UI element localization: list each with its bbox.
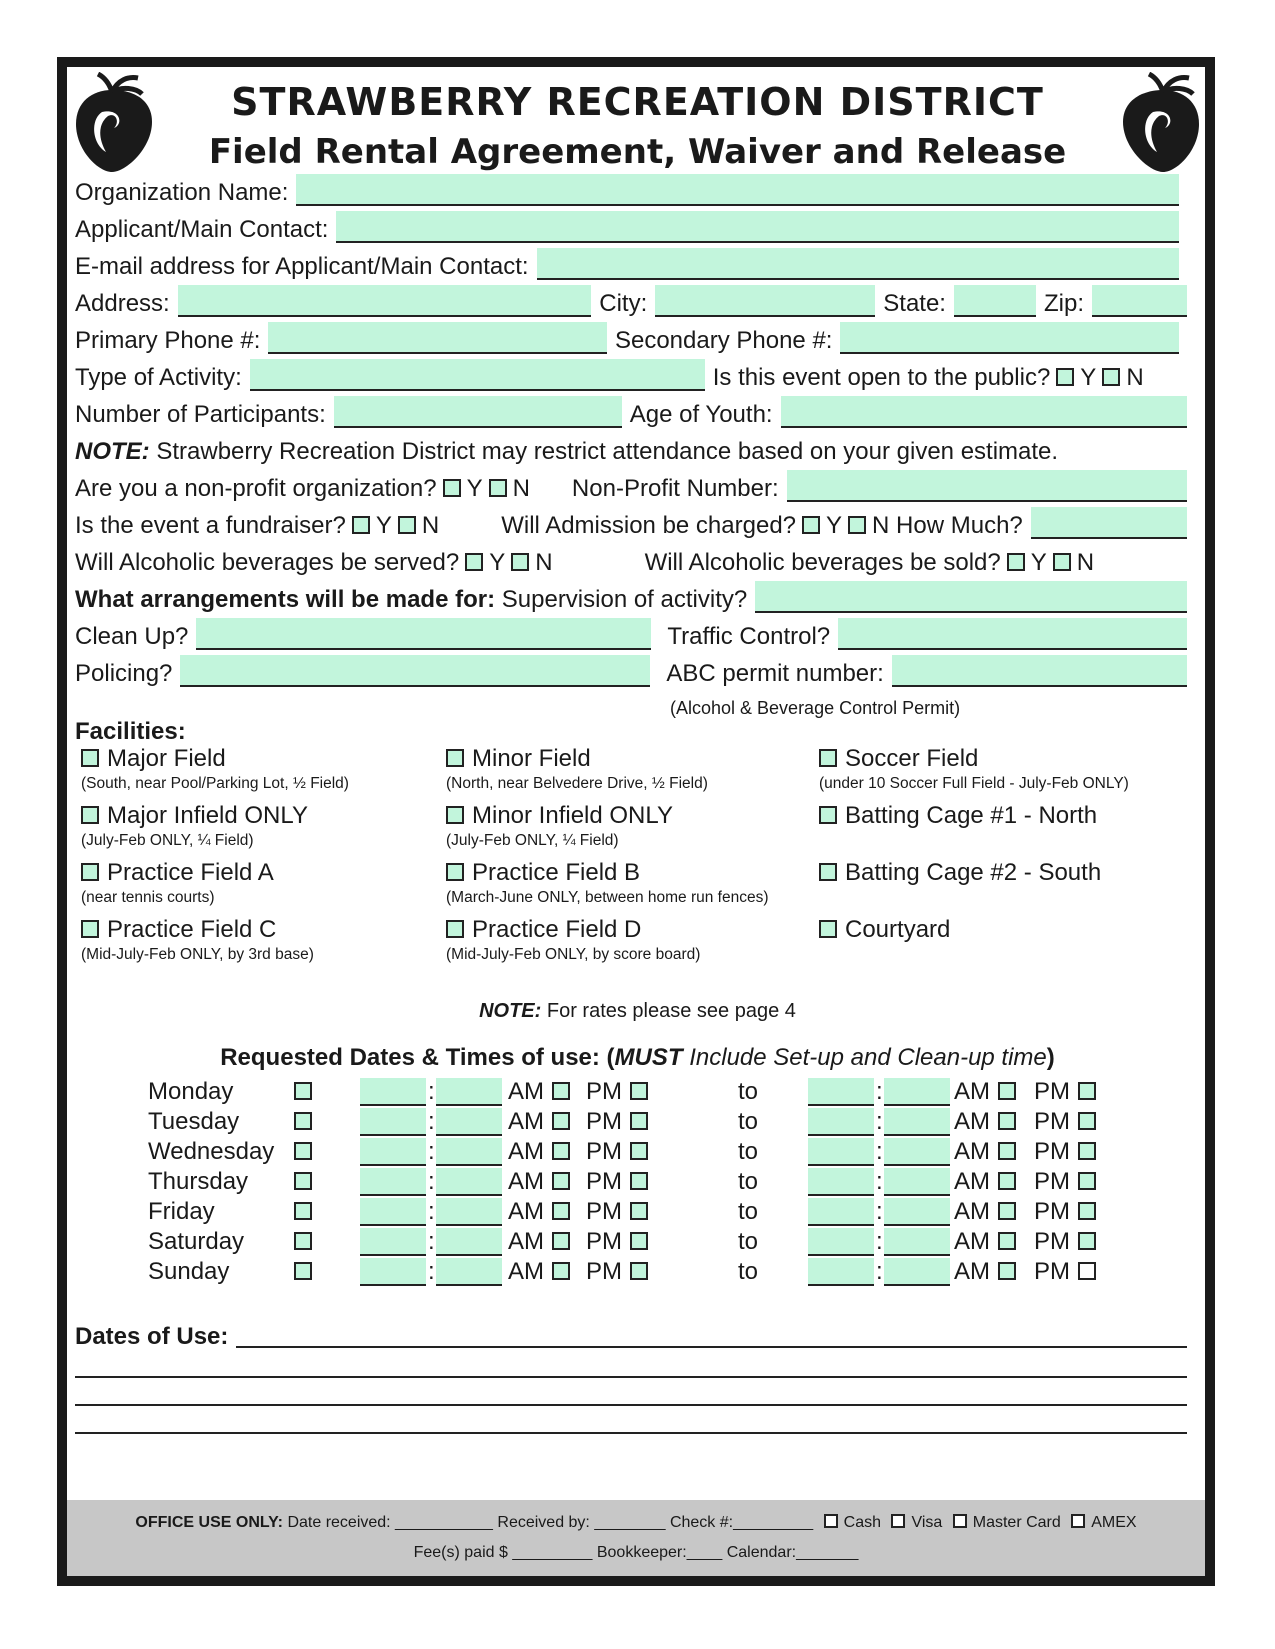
schedule-row [148,1108,1148,1137]
am-label: AM [508,1168,544,1195]
primary-phone-field[interactable] [268,322,607,354]
zip-field[interactable] [1092,285,1187,317]
org-name-field[interactable] [296,174,1179,206]
time-colon: : [428,1258,435,1285]
cleanup-label: Clean Up? [75,623,189,650]
facility-item[interactable]: Major Field (South, near Pool/Parking Lot, ½ Field) [81,745,349,792]
alcohol-served-yes-checkbox[interactable] [465,553,483,571]
to-label: to [738,1198,759,1225]
end-am-checkbox[interactable] [998,1262,1016,1280]
start-hour-field[interactable] [360,1108,426,1136]
start-pm-checkbox[interactable] [630,1172,648,1190]
pm-label: PM [1034,1138,1070,1165]
dates-of-use-label: Dates of Use: [75,1323,229,1350]
time-colon: : [876,1108,883,1135]
am-label: AM [954,1168,990,1195]
end-hour-field[interactable] [808,1198,874,1226]
city-field[interactable] [655,285,875,317]
start-am-checkbox[interactable] [552,1172,570,1190]
start-pm-checkbox[interactable] [630,1262,648,1280]
start-am-checkbox[interactable] [552,1082,570,1100]
rates-note: NOTE: For rates please see page 4 [479,1000,796,1022]
end-am-checkbox[interactable] [998,1172,1016,1190]
pm-label: PM [1034,1258,1070,1285]
time-colon: : [876,1078,883,1105]
start-minute-field[interactable] [436,1168,502,1196]
time-colon: : [876,1168,883,1195]
start-am-checkbox[interactable] [552,1202,570,1220]
fundraiser-question: Is the event a fundraiser? Y N [75,512,440,539]
time-colon: : [428,1138,435,1165]
nonprofit-number-field[interactable] [787,470,1187,502]
facility-item[interactable]: Courtyard [813,916,950,944]
facility-item[interactable]: Soccer Field (under 10 Soccer Full Field - July-Feb ONLY) [819,745,1129,792]
org-name-label: Organization Name: [75,179,289,206]
start-minute-field[interactable] [436,1228,502,1256]
start-pm-checkbox[interactable] [630,1202,648,1220]
activity-label: Type of Activity: [75,364,242,391]
end-minute-field[interactable] [884,1078,950,1106]
time-colon: : [428,1168,435,1195]
start-hour-field[interactable] [360,1078,426,1106]
facility-item[interactable]: Minor Infield ONLY (July-Feb ONLY, ¼ Field) [446,802,673,849]
day-checkbox[interactable] [294,1232,312,1250]
pm-label: PM [1034,1168,1070,1195]
end-am-checkbox[interactable] [998,1142,1016,1160]
am-label: AM [954,1198,990,1225]
public-yes-checkbox[interactable] [1056,368,1074,386]
end-minute-field[interactable] [884,1138,950,1166]
time-colon: : [428,1108,435,1135]
admission-question: Will Admission be charged? Y N How Much? [501,512,1023,539]
start-am-checkbox[interactable] [552,1262,570,1280]
facility-item[interactable]: Practice Field D (Mid-July-Feb ONLY, by score board) [446,916,701,963]
to-label: to [738,1168,759,1195]
schedule-row [148,1258,1148,1287]
am-label: AM [508,1108,544,1135]
pm-label: PM [1034,1108,1070,1135]
secondary-phone-field[interactable] [840,322,1179,354]
end-hour-field[interactable] [808,1228,874,1256]
end-pm-checkbox[interactable] [1078,1112,1096,1130]
dates-of-use-field[interactable] [236,1326,1187,1348]
day-label: Saturday [148,1228,245,1255]
day-checkbox[interactable] [294,1262,312,1280]
time-colon: : [428,1078,435,1105]
am-label: AM [508,1198,544,1225]
am-label: AM [508,1138,544,1165]
end-am-checkbox[interactable] [998,1082,1016,1100]
policing-label: Policing? [75,660,173,687]
am-label: AM [954,1138,990,1165]
end-pm-checkbox[interactable] [1078,1172,1096,1190]
nonprofit-no-checkbox[interactable] [489,479,507,497]
to-label: to [738,1138,759,1165]
traffic-field[interactable] [838,618,1187,650]
admission-yes-checkbox[interactable] [802,516,820,534]
day-label: Wednesday [148,1138,275,1165]
city-label: City: [599,290,648,317]
start-hour-field[interactable] [360,1228,426,1256]
start-pm-checkbox[interactable] [630,1082,648,1100]
age-label: Age of Youth: [629,401,773,428]
supervision-field[interactable] [755,581,1187,613]
time-colon: : [876,1138,883,1165]
activity-field[interactable] [250,359,705,391]
pm-label: PM [1034,1198,1070,1225]
admission-amount-field[interactable] [1031,507,1187,539]
cleanup-field[interactable] [196,618,651,650]
contact-label: Applicant/Main Contact: [75,216,329,243]
day-label: Tuesday [148,1108,240,1135]
time-colon: : [428,1228,435,1255]
admission-no-checkbox[interactable] [848,516,866,534]
end-hour-field[interactable] [808,1168,874,1196]
page-subtitle: Field Rental Agreement, Waiver and Release [208,132,1067,172]
day-label: Thursday [148,1168,249,1195]
state-label: State: [883,290,946,317]
schedule-row [148,1078,1148,1107]
day-checkbox[interactable] [294,1112,312,1130]
start-hour-field[interactable] [360,1168,426,1196]
schedule-row [148,1198,1148,1227]
fundraiser-no-checkbox[interactable] [398,516,416,534]
start-pm-checkbox[interactable] [630,1112,648,1130]
schedule-row [148,1138,1148,1167]
start-am-checkbox[interactable] [552,1232,570,1250]
alcohol-sold-no-checkbox[interactable] [1053,553,1071,571]
end-pm-checkbox[interactable] [1078,1232,1096,1250]
end-hour-field[interactable] [808,1078,874,1106]
end-minute-field[interactable] [884,1198,950,1226]
facility-item[interactable]: Practice Field A (near tennis courts) [81,859,274,906]
arrangements-label: What arrangements will be made for: Supervision of activity? [75,586,748,613]
start-minute-field[interactable] [436,1108,502,1136]
schedule-row [148,1168,1148,1197]
dates-of-use-line[interactable] [75,1376,1187,1378]
day-label: Friday [148,1198,215,1225]
am-label: AM [954,1258,990,1285]
email-label: E-mail address for Applicant/Main Contact: [75,253,529,280]
pm-label: PM [586,1198,622,1225]
end-minute-field[interactable] [884,1108,950,1136]
facility-item[interactable]: Major Infield ONLY (July-Feb ONLY, ¼ Field) [81,802,308,849]
nonprofit-yes-checkbox[interactable] [443,479,461,497]
end-hour-field[interactable] [808,1138,874,1166]
attendance-note: NOTE: Strawberry Recreation District may restrict attendance based on your given estimate. [75,438,1059,465]
pm-label: PM [586,1228,622,1255]
end-minute-field[interactable] [884,1168,950,1196]
pm-label: PM [1034,1228,1070,1255]
facility-item[interactable]: Minor Field (North, near Belvedere Drive, ½ Field) [446,745,708,792]
day-checkbox[interactable] [294,1172,312,1190]
state-field[interactable] [954,285,1036,317]
start-minute-field[interactable] [436,1198,502,1226]
start-hour-field[interactable] [360,1138,426,1166]
fundraiser-yes-checkbox[interactable] [352,516,370,534]
start-pm-checkbox[interactable] [630,1232,648,1250]
to-label: to [738,1108,759,1135]
end-minute-field[interactable] [884,1258,950,1286]
participants-label: Number of Participants: [75,401,326,428]
address-label: Address: [75,290,170,317]
primary-phone-label: Primary Phone #: [75,327,261,354]
nonprofit-question: Are you a non-profit organization? Y N [75,475,530,502]
end-minute-field[interactable] [884,1228,950,1256]
abc-label: ABC permit number: [666,660,884,687]
time-colon: : [876,1228,883,1255]
to-label: to [738,1078,759,1105]
age-field[interactable] [781,396,1187,428]
day-label: Monday [148,1078,234,1105]
contact-field[interactable] [336,211,1179,243]
policing-field[interactable] [180,655,650,687]
facility-item[interactable]: Practice Field B (March-June ONLY, between home run fences) [446,859,769,906]
alcohol-sold-yes-checkbox[interactable] [1007,553,1025,571]
time-colon: : [876,1258,883,1285]
facility-item[interactable]: Practice Field C (Mid-July-Feb ONLY, by 3rd base) [81,916,314,963]
pm-label: PM [586,1168,622,1195]
pm-label: PM [1034,1078,1070,1105]
public-no-checkbox[interactable] [1102,368,1120,386]
facilities-heading: Facilities: [75,718,186,745]
day-label: Sunday [148,1258,230,1285]
start-minute-field[interactable] [436,1258,502,1286]
facility-item[interactable]: Batting Cage #1 - North [813,802,1097,830]
email-field[interactable] [537,248,1179,280]
nonprofit-number-label: Non-Profit Number: [571,475,779,502]
start-hour-field[interactable] [360,1198,426,1226]
am-label: AM [508,1228,544,1255]
traffic-label: Traffic Control? [667,623,831,650]
am-label: AM [954,1108,990,1135]
zip-label: Zip: [1043,290,1084,317]
office-use-section: OFFICE USE ONLY: Date received: ___________ Received by: ________ Check #:_________ Cash Visa Master Card AMEX Fee(s) paid $ _________ Bookkeeper:____ Calendar:_______ [67,1500,1205,1576]
alcohol-served-question: Will Alcoholic beverages be served? Y N [75,549,553,576]
start-minute-field[interactable] [436,1138,502,1166]
start-pm-checkbox[interactable] [630,1142,648,1160]
end-pm-checkbox[interactable] [1078,1082,1096,1100]
abc-field[interactable] [892,655,1187,687]
start-minute-field[interactable] [436,1078,502,1106]
pm-label: PM [586,1108,622,1135]
public-question: Is this event open to the public? Y N [712,364,1144,391]
to-label: to [738,1258,759,1285]
time-colon: : [876,1198,883,1225]
am-label: AM [954,1078,990,1105]
am-label: AM [954,1228,990,1255]
pm-label: PM [586,1138,622,1165]
participants-field[interactable] [334,396,622,428]
start-am-checkbox[interactable] [552,1142,570,1160]
pm-label: PM [586,1078,622,1105]
start-hour-field[interactable] [360,1258,426,1286]
address-field[interactable] [178,285,592,317]
alcohol-served-no-checkbox[interactable] [511,553,529,571]
time-colon: : [428,1198,435,1225]
alcohol-sold-question: Will Alcoholic beverages be sold? Y N [644,549,1095,576]
abc-note: (Alcohol & Beverage Control Permit) [670,698,961,718]
end-pm-checkbox[interactable] [1078,1202,1096,1220]
end-hour-field[interactable] [808,1108,874,1136]
end-am-checkbox[interactable] [998,1202,1016,1220]
dates-of-use-line[interactable] [75,1404,1187,1406]
facility-item[interactable]: Batting Cage #2 - South [813,859,1101,887]
page-title: STRAWBERRY RECREATION DISTRICT [231,80,1044,124]
start-am-checkbox[interactable] [552,1112,570,1130]
end-pm-checkbox[interactable] [1078,1142,1096,1160]
am-label: AM [508,1078,544,1105]
end-am-checkbox[interactable] [998,1112,1016,1130]
end-hour-field[interactable] [808,1258,874,1286]
am-label: AM [508,1258,544,1285]
pm-label: PM [586,1258,622,1285]
to-label: to [738,1228,759,1255]
schedule-heading: Requested Dates & Times of use: (MUST Include Set-up and Clean-up time) [220,1044,1055,1071]
end-am-checkbox[interactable] [998,1232,1016,1250]
secondary-phone-label: Secondary Phone #: [614,327,833,354]
schedule-row [148,1228,1148,1257]
day-checkbox[interactable] [294,1202,312,1220]
day-checkbox[interactable] [294,1142,312,1160]
end-pm-checkbox[interactable] [1078,1262,1096,1280]
day-checkbox[interactable] [294,1082,312,1100]
dates-of-use-line[interactable] [75,1432,1187,1434]
